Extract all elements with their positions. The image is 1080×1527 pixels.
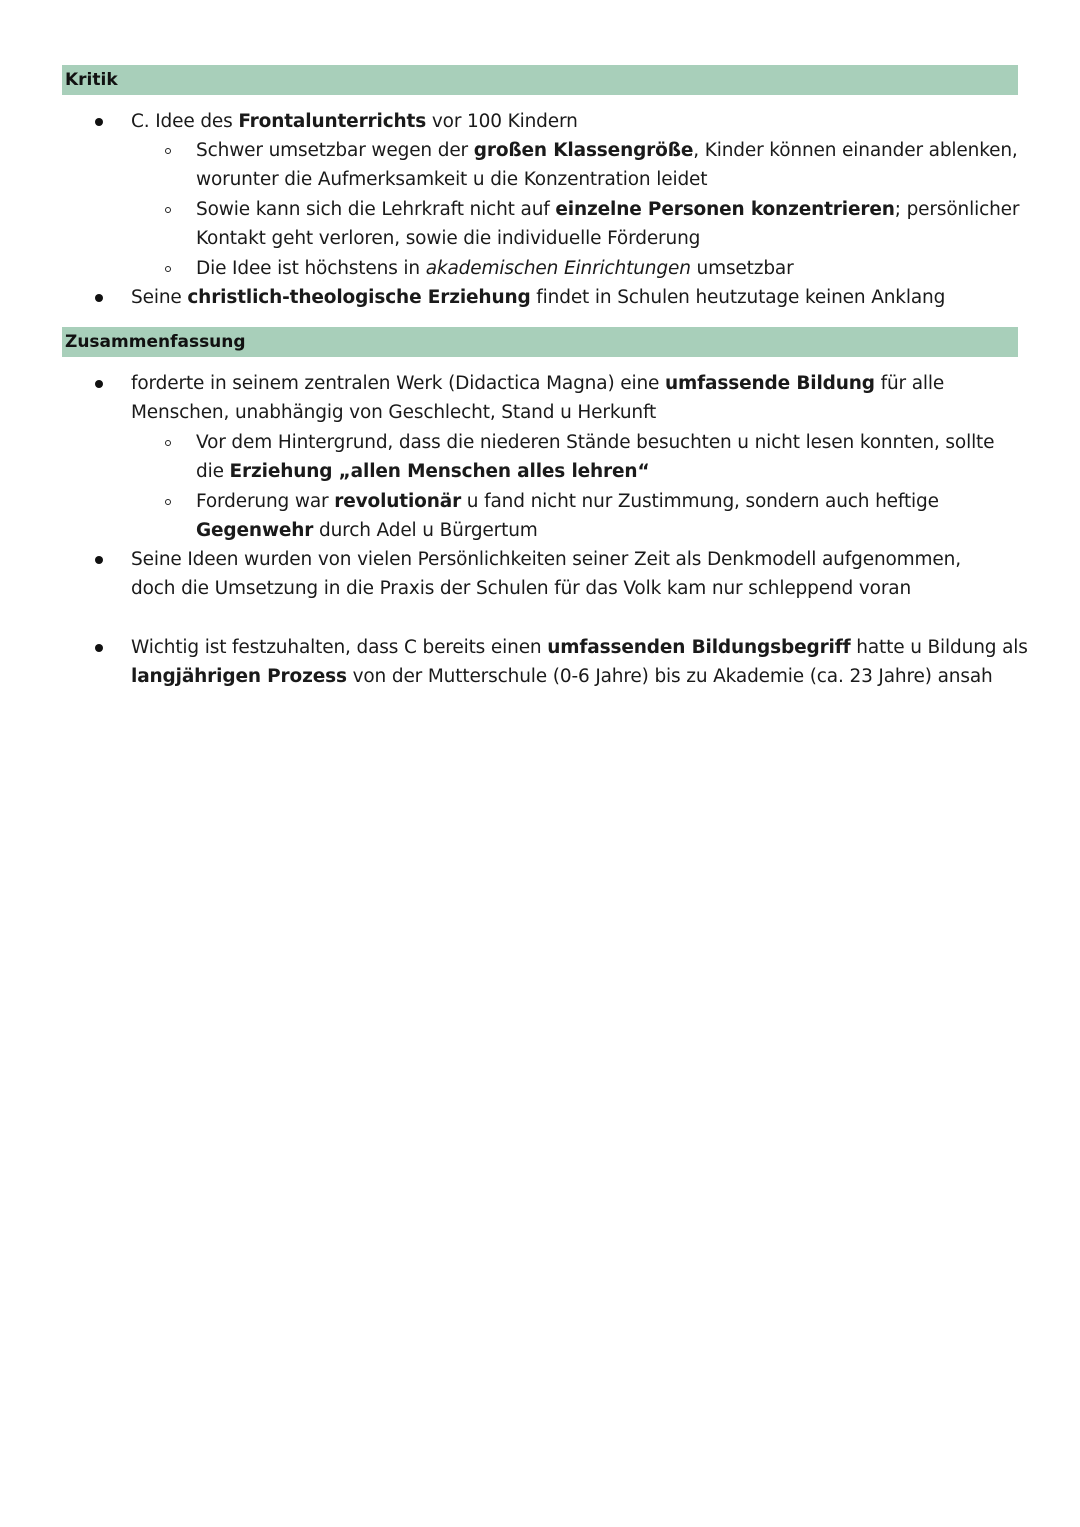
zusammenfassung-bullet-1-cont: Menschen, unabhängig von Geschlecht, Stand u Herkunft bbox=[131, 402, 657, 423]
bold-text: Gegenwehr bbox=[196, 520, 314, 541]
bold-text: Frontalunterrichts bbox=[238, 111, 427, 132]
kritik-bullet-2 bbox=[131, 283, 945, 312]
bullet-icon bbox=[95, 644, 103, 652]
sub-bullet-icon bbox=[165, 266, 171, 272]
zusammenfassung-sub-1: Vor dem Hintergrund, dass die niederen Stände besuchten u nicht lesen konnten, sollte bbox=[196, 432, 995, 453]
bullet-icon bbox=[95, 294, 103, 302]
text-run: ; persönlicher bbox=[894, 199, 1020, 220]
bold-text: langjährigen Prozess bbox=[131, 666, 347, 687]
zusammenfassung-bullet-3-cont bbox=[131, 662, 993, 691]
zusammenfassung-bullet-1 bbox=[131, 369, 944, 398]
kritik-sub-1 bbox=[196, 136, 1018, 165]
text-run: durch Adel u Bürgertum bbox=[313, 520, 538, 541]
text-run: Wichtig ist festzuhalten, dass C bereits einen bbox=[131, 637, 548, 658]
text-run: Forderung war bbox=[196, 491, 335, 512]
text-run: u fand nicht nur Zustimmung, sondern auch heftige bbox=[461, 491, 939, 512]
text-run: für alle bbox=[874, 373, 945, 394]
bold-text: umfassenden Bildungsbegriff bbox=[547, 637, 851, 658]
bullet-icon bbox=[95, 556, 103, 564]
text-run: Seine bbox=[131, 287, 188, 308]
zusammenfassung-sub-2 bbox=[196, 487, 939, 516]
sub-bullet-icon bbox=[165, 148, 171, 154]
zusammenfassung-bullet-2-cont: doch die Umsetzung in die Praxis der Schulen für das Volk kam nur schleppend voran bbox=[131, 578, 912, 599]
kritik-sub-2 bbox=[196, 195, 1019, 224]
sub-bullet-icon bbox=[165, 207, 171, 213]
text-run: findet in Schulen heutzutage keinen Anklang bbox=[530, 287, 946, 308]
kritik-sub-2-cont: Kontakt geht verloren, sowie die individuelle Förderung bbox=[196, 228, 701, 249]
italic-text: akademischen Einrichtungen bbox=[425, 258, 691, 279]
zusammenfassung-sub-1-cont bbox=[196, 457, 649, 486]
bold-text: großen Klassengröße bbox=[473, 140, 694, 161]
kritik-sub-3 bbox=[196, 254, 794, 283]
sub-bullet-icon bbox=[165, 499, 171, 505]
text-run: die bbox=[196, 461, 230, 482]
section-header-zusammenfassung: Zusammenfassung bbox=[62, 327, 1018, 357]
bold-text: einzelne Personen konzentrieren bbox=[555, 199, 895, 220]
text-run: Schwer umsetzbar wegen der bbox=[196, 140, 474, 161]
bold-text: christlich-theologische Erziehung bbox=[187, 287, 531, 308]
zusammenfassung-bullet-2: Seine Ideen wurden von vielen Persönlichkeiten seiner Zeit als Denkmodell aufgenommen, bbox=[131, 549, 961, 570]
bold-text: Erziehung „allen Menschen alles lehren“ bbox=[229, 461, 650, 482]
text-run: , Kinder können einander ablenken, bbox=[693, 140, 1018, 161]
kritik-bullet-1 bbox=[131, 107, 578, 136]
text-run: umsetzbar bbox=[690, 258, 794, 279]
text-run: forderte in seinem zentralen Werk (Didactica Magna) eine bbox=[131, 373, 666, 394]
section-header-kritik: Kritik bbox=[62, 65, 1018, 95]
text-run: hatte u Bildung als bbox=[850, 637, 1028, 658]
text-run: vor 100 Kindern bbox=[426, 111, 578, 132]
bullet-icon bbox=[95, 380, 103, 388]
text-run: C. Idee des bbox=[131, 111, 239, 132]
sub-bullet-icon bbox=[165, 440, 171, 446]
zusammenfassung-sub-2-cont bbox=[196, 516, 538, 545]
bold-text: umfassende Bildung bbox=[665, 373, 875, 394]
zusammenfassung-bullet-3 bbox=[131, 633, 1028, 662]
kritik-sub-1-cont: worunter die Aufmerksamkeit u die Konzentration leidet bbox=[196, 169, 708, 190]
text-run: von der Mutterschule (0-6 Jahre) bis zu Akademie (ca. 23 Jahre) ansah bbox=[346, 666, 993, 687]
text-run: Sowie kann sich die Lehrkraft nicht auf bbox=[196, 199, 556, 220]
text-run: Die Idee ist höchstens in bbox=[196, 258, 426, 279]
bullet-icon bbox=[95, 118, 103, 126]
bold-text: revolutionär bbox=[334, 491, 462, 512]
